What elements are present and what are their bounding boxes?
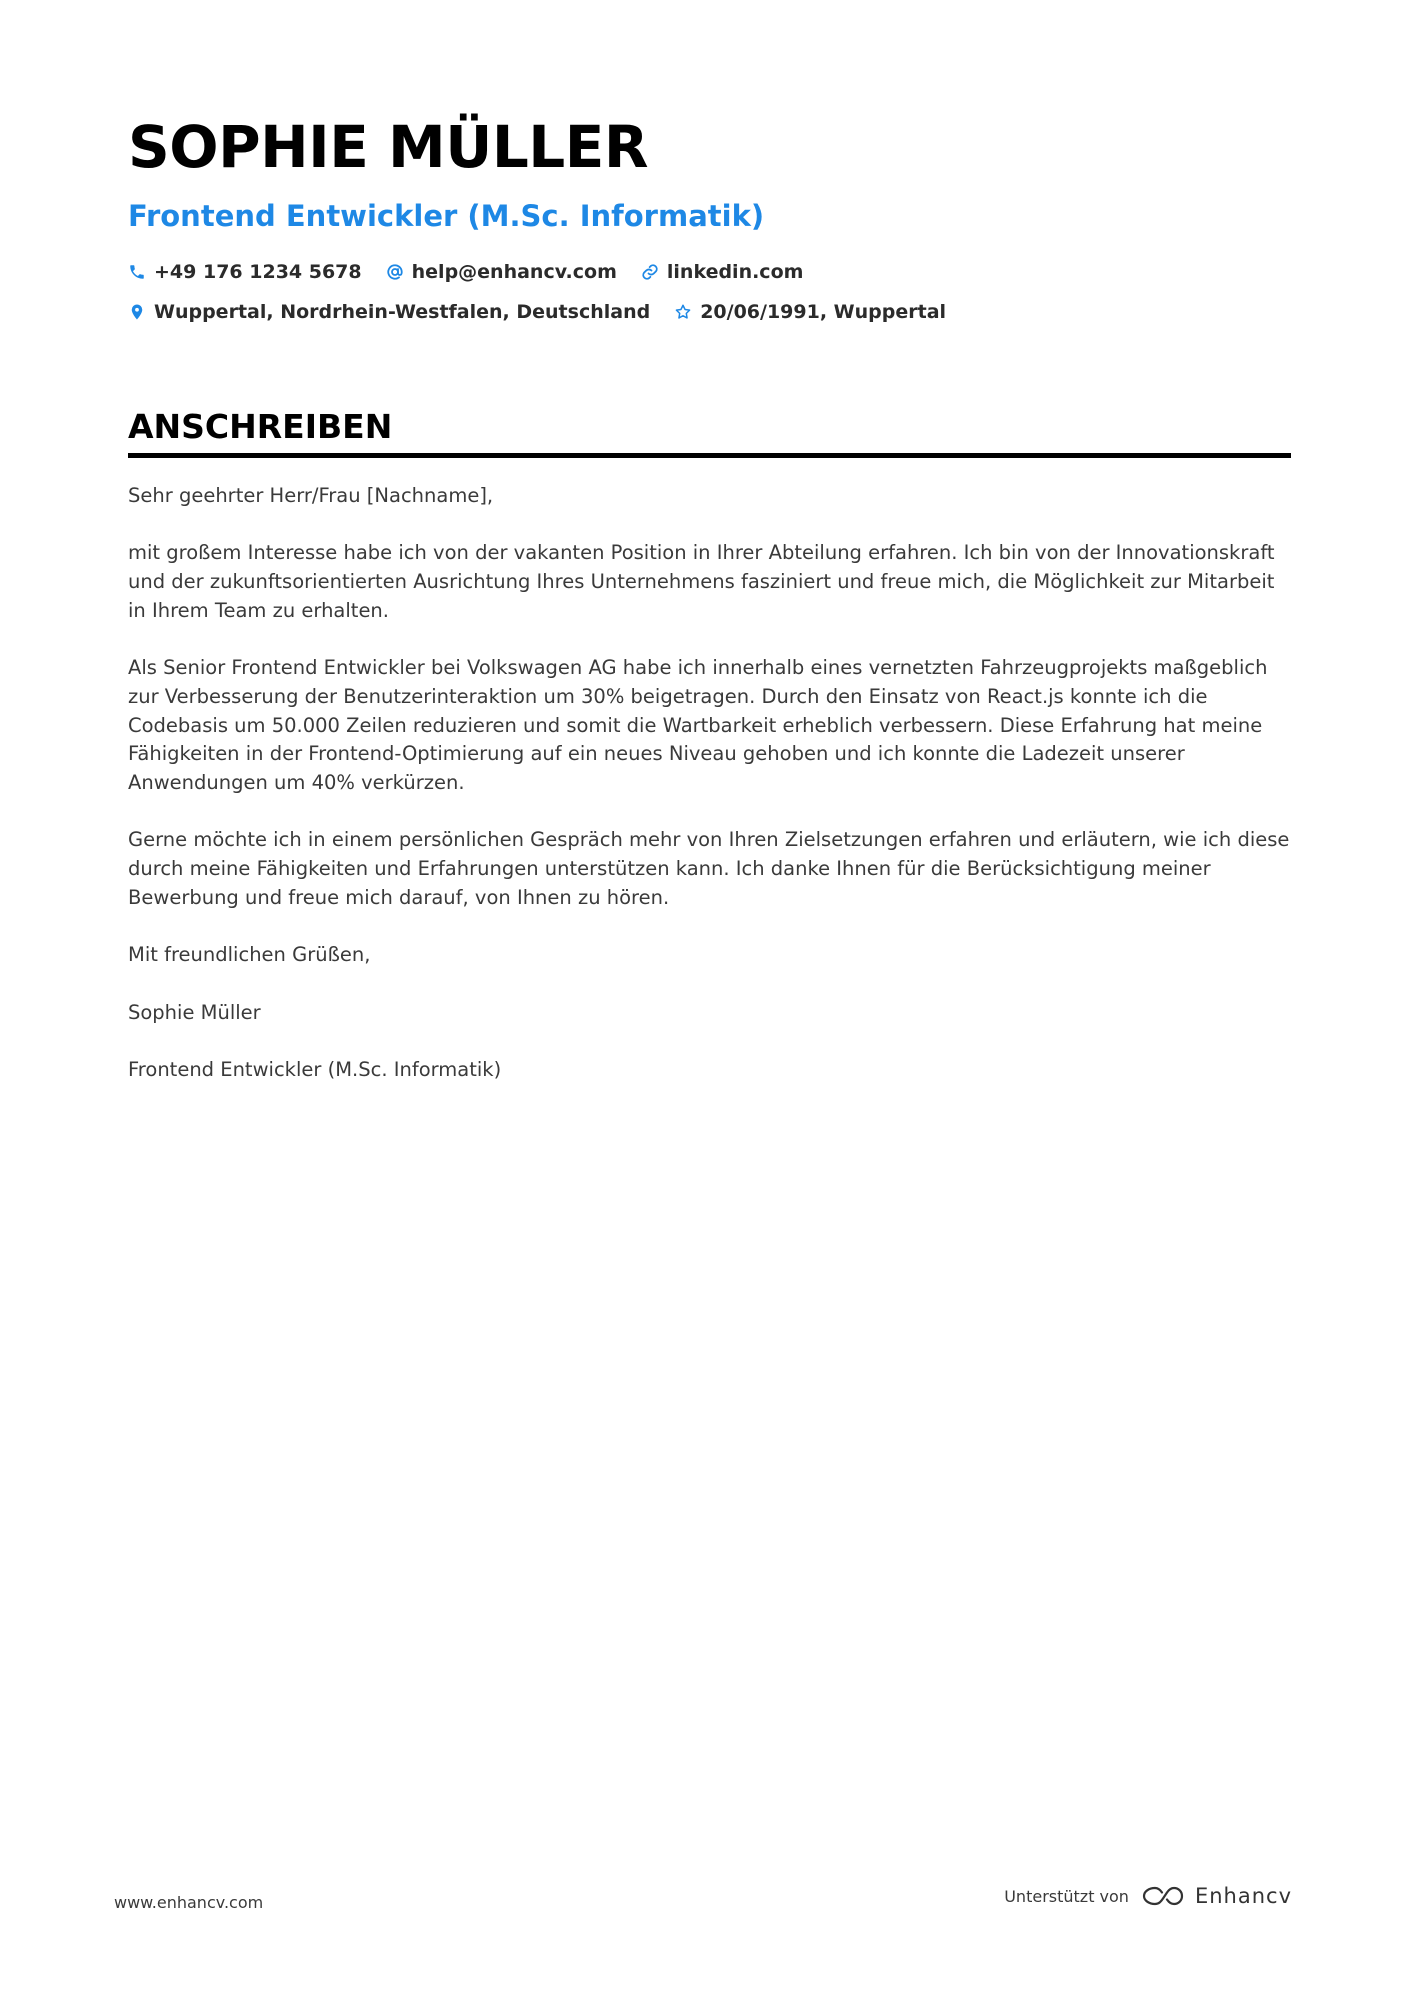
location-pin-icon [128, 303, 146, 321]
closing-phrase: Mit freundlichen Grüßen, [128, 943, 371, 967]
signature-title: Frontend Entwickler (M.Sc. Informatik) [128, 1057, 502, 1081]
paragraph-closing: Gerne möchte ich in einem persönlichen Gespräch mehr von Ihren Zielsetzungen erfahren und erläutern, wie ich diese durch meine Fähigkeiten und Erfahrungen unterstützen kann. Ich danke Ihnen für die Berücksichtigung meiner Bewerbung und freue mich darauf, von Ihnen zu hören. [128, 828, 1290, 909]
location-text: Wuppertal, Nordrhein-Westfalen, Deutschland [154, 301, 651, 323]
header [128, 110, 1291, 328]
section-title: ANSCHREIBEN [128, 405, 1291, 458]
brand-name: Enhancv [1194, 1884, 1292, 1908]
birth-info: 20/06/1991, Wuppertal [700, 301, 947, 323]
enhancv-logo-icon [1141, 1884, 1185, 1908]
footer-website[interactable]: www.enhancv.com [114, 1893, 264, 1912]
contact-birth [674, 296, 946, 328]
phone-icon [128, 263, 146, 281]
contact-location [128, 296, 650, 328]
enhancv-logo[interactable] [1141, 1884, 1292, 1908]
cover-letter-section [128, 405, 1291, 1113]
footer-branding [1004, 1884, 1292, 1908]
contact-linkedin[interactable] [641, 256, 804, 288]
at-icon [386, 263, 404, 281]
applicant-name: SOPHIE MÜLLER [128, 113, 649, 181]
job-headline: Frontend Entwickler (M.Sc. Informatik) [128, 199, 765, 233]
star-icon [674, 303, 692, 321]
link-icon [641, 263, 659, 281]
contact-phone[interactable] [128, 256, 362, 288]
paragraph-experience: Als Senior Frontend Entwickler bei Volkswagen AG habe ich innerhalb eines vernetzten Fahrzeugprojekts maßgeblich zur Verbesserung der Benutzerinteraktion um 30% beigetragen. Durch den Einsatz von React.js konnte ich die Codebasis um 50.000 Zeilen reduzieren und somit die Wartbarkeit erheblich verbessern. Diese Erfahrung hat meine Fähigkeiten in der Frontend-Optimierung auf ein neues Niveau gehoben und ich konnte die Ladezeit unserer Anwendungen um 40% verkürzen. [128, 656, 1268, 794]
contact-email[interactable] [386, 256, 617, 288]
powered-by-label: Unterstützt von [1004, 1886, 1129, 1906]
salutation: Sehr geehrter Herr/Frau [Nachname], [128, 484, 494, 507]
signature-name: Sophie Müller [128, 1000, 261, 1024]
email-address: help@enhancv.com [411, 261, 617, 283]
linkedin-link: linkedin.com [666, 261, 804, 283]
contact-list [128, 256, 1291, 328]
paragraph-intro: mit großem Interesse habe ich von der vakanten Position in Ihrer Abteilung erfahren. Ich bin von der Innovationskraft und der zukunftsorientierten Ausrichtung Ihres Unternehmens fasziniert und freue mich, die Möglichkeit zur Mitarbeit in Ihrem Team zu erhalten. [128, 541, 1275, 622]
letter-body [128, 482, 1291, 1085]
phone-number: +49 176 1234 5678 [154, 261, 362, 283]
